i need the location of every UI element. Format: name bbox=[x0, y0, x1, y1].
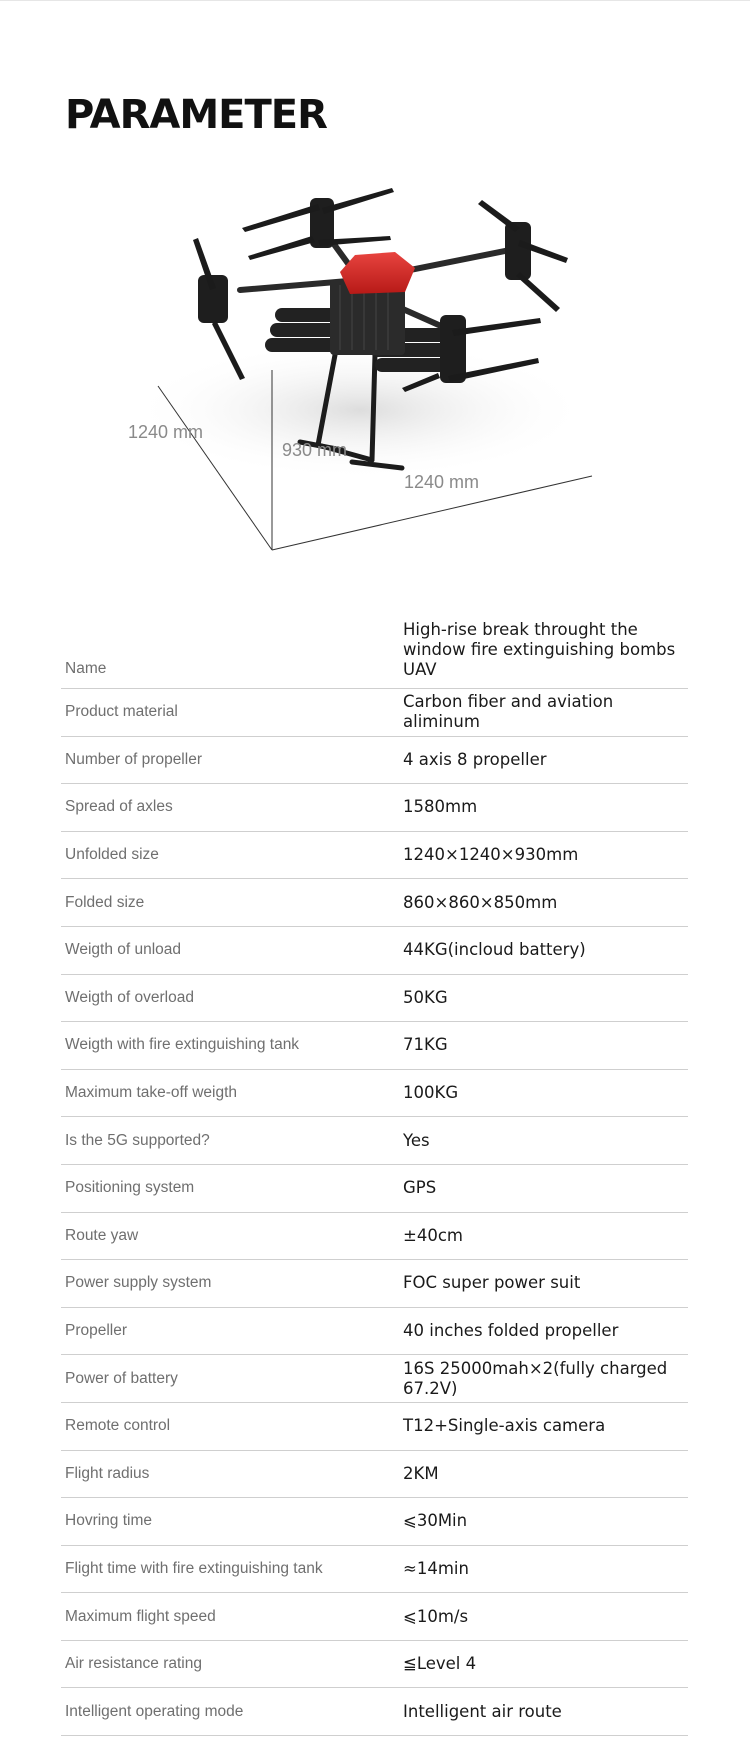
spec-label: Folded size bbox=[61, 879, 403, 927]
table-row bbox=[61, 689, 688, 737]
dimension-width-label: 1240 mm bbox=[404, 472, 480, 492]
spec-value: 16S 25000mah×2(fully charged 67.2V) bbox=[403, 1355, 688, 1403]
top-divider bbox=[0, 0, 750, 1]
spec-value: 40 inches folded propeller bbox=[403, 1307, 688, 1355]
table-row bbox=[61, 1355, 688, 1403]
table-row bbox=[61, 1450, 688, 1498]
table-row bbox=[61, 784, 688, 832]
spec-label: Is the 5G supported? bbox=[61, 1117, 403, 1165]
table-row bbox=[61, 1545, 688, 1593]
spec-label: Intelligent operating mode bbox=[61, 1688, 403, 1736]
table-row bbox=[61, 620, 688, 689]
spec-value: FOC super power suit bbox=[403, 1260, 688, 1308]
table-row bbox=[61, 1069, 688, 1117]
spec-value: ⩽30Min bbox=[403, 1498, 688, 1546]
spec-label: Maximum flight speed bbox=[61, 1593, 403, 1641]
spec-label: Propeller bbox=[61, 1307, 403, 1355]
spec-label: Power of battery bbox=[61, 1355, 403, 1403]
spec-value: 50KG bbox=[403, 974, 688, 1022]
spec-value: T12+Single-axis camera bbox=[403, 1402, 688, 1450]
table-row bbox=[61, 1117, 688, 1165]
spec-value: 100KG bbox=[403, 1069, 688, 1117]
spec-value: 1240×1240×930mm bbox=[403, 831, 688, 879]
spec-value: Carbon fiber and aviation aliminum bbox=[403, 689, 688, 737]
spec-value: ⩽10m/s bbox=[403, 1593, 688, 1641]
table-row bbox=[61, 879, 688, 927]
spec-label: Route yaw bbox=[61, 1212, 403, 1260]
spec-label: Air resistance rating bbox=[61, 1640, 403, 1688]
spec-value: ≈14min bbox=[403, 1545, 688, 1593]
spec-label: Maximum take-off weigth bbox=[61, 1069, 403, 1117]
table-row bbox=[61, 1307, 688, 1355]
table-row bbox=[61, 974, 688, 1022]
drone-product-image bbox=[0, 180, 750, 580]
dimension-height-label: 930 mm bbox=[282, 440, 348, 460]
parameter-table-body bbox=[61, 620, 688, 1736]
spec-value: 71KG bbox=[403, 1022, 688, 1070]
spec-label: Positioning system bbox=[61, 1164, 403, 1212]
dimension-length-label: 1240 mm bbox=[128, 422, 204, 442]
table-row bbox=[61, 1164, 688, 1212]
spec-label: Weigth with fire extinguishing tank bbox=[61, 1022, 403, 1070]
table-row bbox=[61, 1022, 688, 1070]
table-row bbox=[61, 1688, 688, 1736]
spec-label: Number of propeller bbox=[61, 736, 403, 784]
spec-label: Unfolded size bbox=[61, 831, 403, 879]
table-row bbox=[61, 831, 688, 879]
table-row bbox=[61, 736, 688, 784]
table-row bbox=[61, 1260, 688, 1308]
spec-label: Name bbox=[61, 620, 403, 689]
spec-label: Flight time with fire extinguishing tank bbox=[61, 1545, 403, 1593]
spec-value: 44KG(incloud battery) bbox=[403, 926, 688, 974]
spec-value: ≦Level 4 bbox=[403, 1640, 688, 1688]
spec-label: Hovring time bbox=[61, 1498, 403, 1546]
table-row bbox=[61, 1640, 688, 1688]
spec-value: Yes bbox=[403, 1117, 688, 1165]
spec-value: 2KM bbox=[403, 1450, 688, 1498]
spec-label: Weigth of unload bbox=[61, 926, 403, 974]
table-row bbox=[61, 1212, 688, 1260]
spec-label: Weigth of overload bbox=[61, 974, 403, 1022]
spec-value: High-rise break throught the window fire extinguishing bombs UAV bbox=[403, 620, 688, 689]
spec-value: Intelligent air route bbox=[403, 1688, 688, 1736]
table-row bbox=[61, 1402, 688, 1450]
spec-value: GPS bbox=[403, 1164, 688, 1212]
spec-label: Power supply system bbox=[61, 1260, 403, 1308]
spec-value: ±40cm bbox=[403, 1212, 688, 1260]
spec-value: 860×860×850mm bbox=[403, 879, 688, 927]
page-title: PARAMETER bbox=[65, 92, 327, 138]
parameter-table bbox=[61, 620, 688, 1736]
spec-label: Remote control bbox=[61, 1402, 403, 1450]
red-shell bbox=[340, 252, 415, 294]
spec-value: 4 axis 8 propeller bbox=[403, 736, 688, 784]
table-row bbox=[61, 926, 688, 974]
spec-label: Flight radius bbox=[61, 1450, 403, 1498]
spec-label: Product material bbox=[61, 689, 403, 737]
table-row bbox=[61, 1498, 688, 1546]
table-row bbox=[61, 1593, 688, 1641]
spec-value: 1580mm bbox=[403, 784, 688, 832]
spec-label: Spread of axles bbox=[61, 784, 403, 832]
